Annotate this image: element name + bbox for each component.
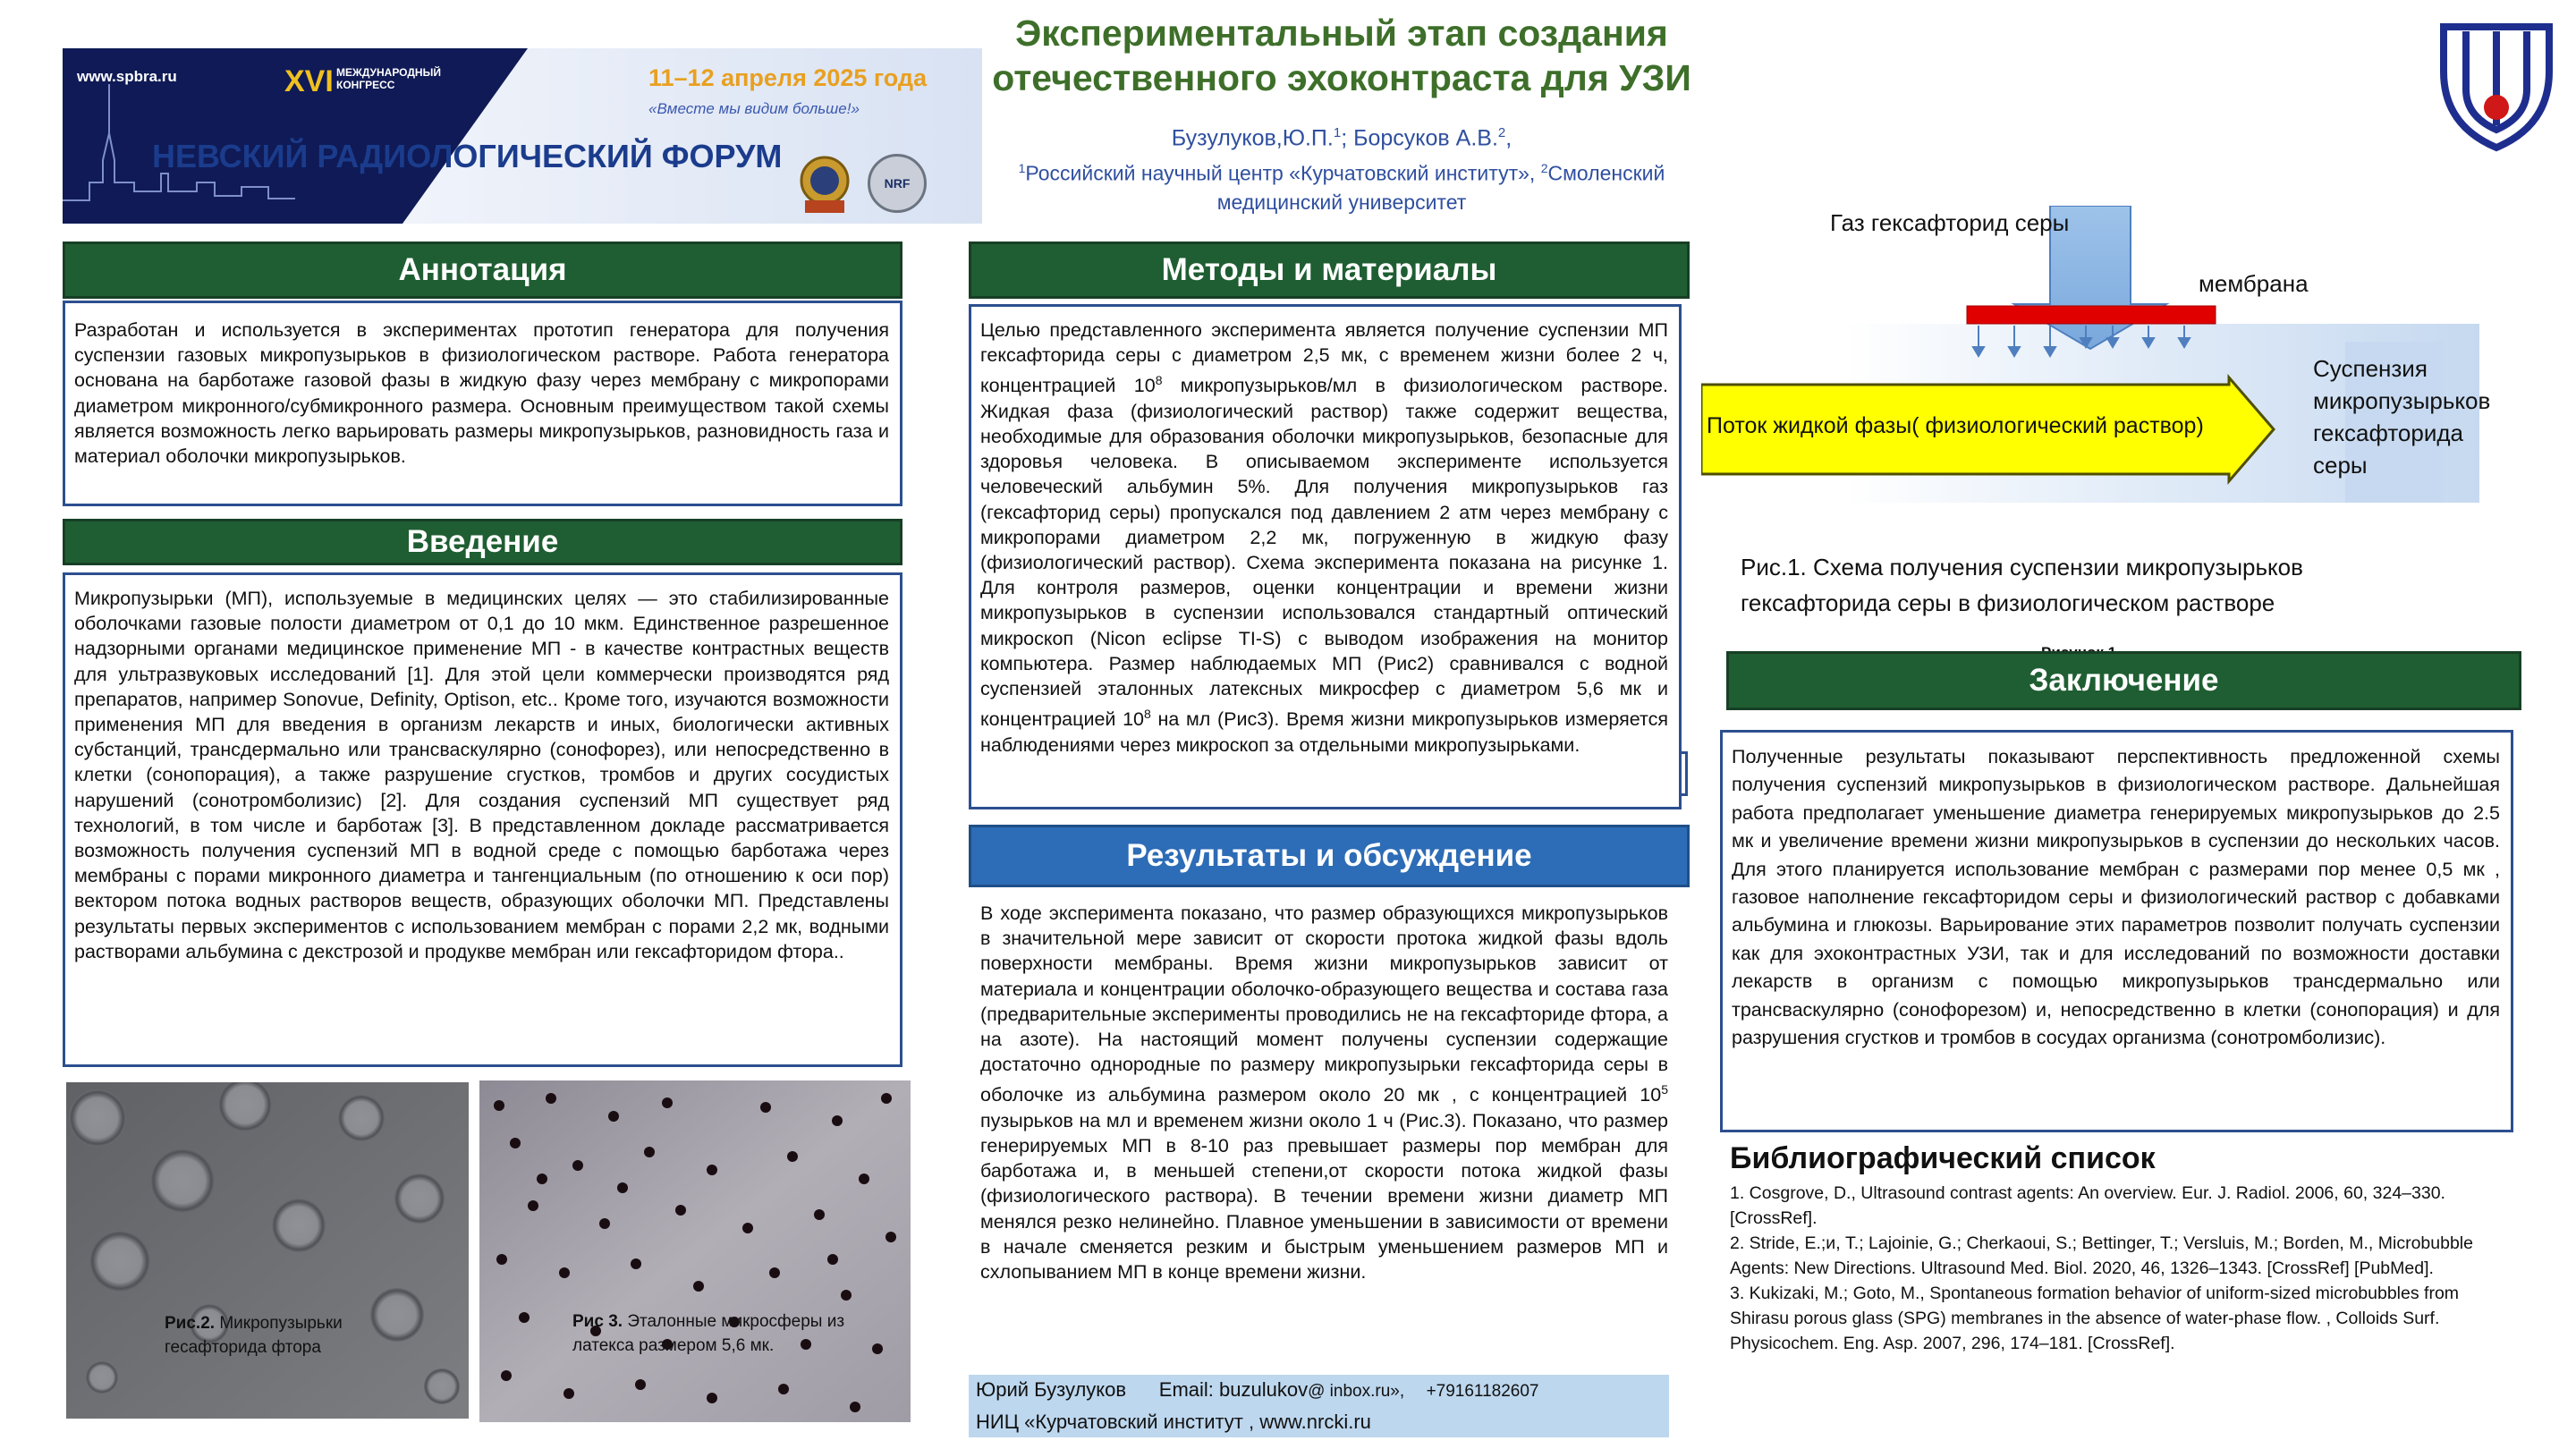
section-annotation-header: Аннотация xyxy=(63,242,902,299)
author-2: ; Борсуков А.В. xyxy=(1341,125,1498,151)
figure1-caption-line-2: гексафторида серы в физиологическом растворе xyxy=(1741,589,2275,616)
results-text-part-1: В ходе эксперимента показано, что размер образующихся микропузырьков в значительной мере зависит от скорости протока жидкой фазы вдоль поверхности мембраны. Время жизни микропузырьков зависит от материала и концентрации оболочко-образующего вещества и состава газа (предварительные эксперименты проводились не на гексафториде фтора, а на азоте). На настоящий момент получены суспензии содержащие достаточно однородные по размеру микропузырьки гексафторида серы в оболочке из альбумина размером около 20 мк , с концентрацией 10 xyxy=(980,902,1668,1106)
bibliography-item: 3. Kukizaki, M.; Goto, M., Spontaneous formation behavior of uniform-sized microbubbles from Shirasu porous glass (SPG) membranes in the absence of water-phase flow. , Colloids Surf. Physicochem. Eng. Asp. 2007, 296, 174–181. [CrossRef]. xyxy=(1730,1284,2460,1353)
methods-text-part-3: на мл (Рис3). Время жизни микропузырьков измеряется наблюдениями через микроскоп за отдельными микропузырьками. xyxy=(980,708,1668,756)
intro-box xyxy=(63,572,902,1067)
forum-emblem-icon xyxy=(798,154,852,216)
contact-phone: +79161182607 xyxy=(1426,1382,1539,1401)
results-sup: 5 xyxy=(1661,1082,1668,1097)
results-text xyxy=(980,901,1668,1284)
contacts-line-1 xyxy=(976,1375,1662,1407)
figure1-caption-line-1: Рис.1. Схема получения суспензии микропузырьков xyxy=(1741,554,2303,580)
contact-name: Юрий Бузулуков xyxy=(976,1378,1127,1401)
aff-2b: медицинский университет xyxy=(1216,190,1467,214)
conclusion-box xyxy=(1720,730,2513,1132)
suspension-label: Суспензия микропузырьков гексафторида серы xyxy=(2313,355,2491,479)
fig2-caption-label: Рис.2. xyxy=(165,1314,216,1333)
fig2-microbubbles-photo xyxy=(66,1082,469,1419)
conclusion-text: Полученные результаты показывают перспективность предложенной схемы получения суспензий микропузырьков в физиологическом растворе. Дальнейшая работа предполагает уменьшение диаметра генерируемых микропузырьков до 2.5 мк и увеличение времени жизни микропузырьков в суспензии до нескольких часов. Для этого планируется использование мембран с размерами пор менее 0,5 мк , газовое наполнение гексафторидом серы и физиологический раствор с добавками альбумина и глюкозы. Варьирование этих параметров позволит получать суспензии как для эхоконтрастных УЗИ, так и для исследований по возможности доставки лекарств в организм с помощью микропузырьков трансдермально или трансваскулярно (сонофорезом) и, непосредственно в клетки (сонопорация) и для разрушения сгустков и тромбов в сосудах организма (сонотромболизис). xyxy=(1732,746,2500,1049)
author-1: Бузулуков,Ю.П. xyxy=(1171,125,1334,151)
contacts-box xyxy=(969,1375,1669,1437)
fig3-caption-text: Эталонные микросферы из латекса размером 5,6 мк. xyxy=(572,1312,845,1355)
results-box xyxy=(969,889,1682,1352)
fig3-caption xyxy=(572,1309,868,1358)
results-text-part-2: пузырьков на мл и временем жизни около 1 ч (Рис.3). Показано, что размер генерируемых МП в 8-10 раз превышает размеры пор мембран для барботажа и, в меньшей степени,от скорости потока жидкой фазы (физиологического раствора). В течении времени жизни диаметр МП менялся резко нелинейно. Плавное уменьшении в зависимости от времени в начале сменяется резким и быстрым уменьшением размеров МП и схлопыванием МП в конце времени жизни. xyxy=(980,1109,1668,1283)
intro-text: Микропузырьки (МП), используемые в медицинских целях — это стабилизированные оболочками газовые полости диаметром от 0,1 до 10 мкм. Единственное разрешенное надзорными органами медицинское применение МП - в качестве контрастных веществ для ультразвуковых исследований [1]. Для этой цели коммерчески производятся ряд препаратов, например Sonovue, Definity, Optison, etc.. Кроме того, изучаются возможности применения МП для введения в организм лекарств и иных, биологически активных субстанций, трансдермально или трансваскулярно (сонофорез), или непосредственно в клетки (сонопорация), а также разрушение сгустков, тромбов и других сосудистых нарушений (сонотромболизис) [2]. Для создания суспензий МП существует ряд технологий, в том числе и барботаж [3]. В представленном докладе рассматривается возможность получения суспензий МП в водной среде с помощью барботажа через мембраны с порами микронного диаметра и тангенциальным (по отношению к оси пор) вектором потока водных растворов веществ, образующих оболочки МП. Представлены результаты первых экспериментов с использованием мембран с порами 2,2 мк, водными растворами альбумина с декстрозой и продукве мембран или гексафторидом фтора.. xyxy=(74,588,889,962)
methods-sup-2: 8 xyxy=(1144,707,1151,722)
aff-1-sup: 1 xyxy=(1018,161,1026,175)
fig2-caption xyxy=(165,1311,397,1360)
bibliography-heading: Библиографический список xyxy=(1730,1141,2156,1175)
banner-slogan: «Вместе мы видим больше!» xyxy=(648,100,860,117)
contact-email-domain: @ inbox.ru», xyxy=(1308,1382,1405,1401)
banner-edition-sub: МЕЖДУНАРОДНЫЙ КОНГРЕСС xyxy=(336,66,441,91)
authors xyxy=(984,119,1699,152)
gas-label: Газ гексафторид серы xyxy=(1830,209,2070,236)
annotation-text: Разработан и используется в экспериментах прототип генератора для получения суспензии газовых микропузырьков в физиологическом растворе. Работа генератора основана на барботаже газовой фазы в жидкую фазу через мембрану с микропорами диаметром микронного/субмикронного размера. Основным преимуществом такой схемы является возможность легко варьировать размеры микропузырьков, разновидность газа и материал оболочки микропузырьков. xyxy=(74,319,889,468)
methods-sup-1: 8 xyxy=(1155,373,1163,388)
kurchatov-institute-logo-icon xyxy=(2435,18,2558,152)
fig3-latex-spheres-image xyxy=(479,1080,911,1422)
methods-box-edge xyxy=(1679,751,1688,796)
contacts-line-2: НИЦ «Курчатовский институт , www.nrcki.ru xyxy=(976,1411,1371,1433)
section-conclusion-header: Заключение xyxy=(1726,651,2521,710)
affiliations xyxy=(984,154,1699,216)
aff-2a: Смоленский xyxy=(1547,161,1665,185)
fig2-microbubbles-image xyxy=(66,1082,469,1419)
bibliography-list xyxy=(1730,1181,2499,1356)
banner-edition: XVI xyxy=(284,64,334,98)
methods-box xyxy=(969,304,1682,809)
bibliography-item: 1. Cosgrove, D., Ultrasound contrast agents: An overview. Eur. J. Radiol. 2006, 60, 324–330. [CrossRef]. xyxy=(1730,1183,2445,1228)
aff-1: Российский научный центр «Курчатовский институт», xyxy=(1025,161,1541,185)
annotation-box xyxy=(63,301,902,506)
flow-label: Поток жидкой фазы( физиологический раствор) xyxy=(1707,413,2204,438)
figure1-diagram xyxy=(1701,206,2569,510)
bibliography-item: 2. Stride, E.;и, T.; Lajoinie, G.; Cherkaoui, S.; Bettinger, T.; Versluis, M.; Borden, M., Microbubble Agents: New Directions. Ultrasound Med. Biol. 2020, 46, 1326–1343. [CrossRef] [PubMed]. xyxy=(1730,1233,2473,1278)
membrane-label: мембрана xyxy=(2199,270,2309,297)
nrf-badge xyxy=(868,154,927,213)
fig3-caption-label: Рис 3. xyxy=(572,1312,623,1331)
authors-end: , xyxy=(1505,125,1513,151)
section-methods-header: Методы и материалы xyxy=(969,242,1690,299)
title-line-1: Экспериментальный этап создания xyxy=(1015,13,1668,54)
section-intro-header: Введение xyxy=(63,519,902,565)
fig2-caption-text: Микропузырьки гесафторида фтора xyxy=(165,1314,343,1357)
figure1-caption xyxy=(1741,549,2303,621)
banner-forum-name: НЕВСКИЙ РАДИОЛОГИЧЕСКИЙ ФОРУМ xyxy=(152,138,783,174)
methods-text-part-1: Целью представленного эксперимента является получение суспензии МП гексафторида серы с диаметром 2,5 мк, с временем жизни более 2 ч, концентрацией 10 xyxy=(980,319,1668,397)
nrf-badge-label: NRF xyxy=(884,176,911,191)
forum-banner xyxy=(63,48,982,224)
methods-text-part-2: микропузырьков/мл в физиологическом растворе. Жидкая фаза (физиологический раствор) также содержит вещества, необходимые для образования оболочки микропузырьков, безопасные для здоровья человека. В описываемом эксперименте используется человеческий альбумин 5%. Для получения микропузырьков газ (гексафторид серы) пропускался под давлением 2 атм через мембрану с микропорами диаметром 2,2 мк, погруженную в жидкую фазу (физиологический раствор). Схема эксперимента показана на рисунке 1. Для контроля размеров, оценки концентрации и времени жизни микропузырьков в суспензии использовался стандартный оптический микроскоп (Nicon eclipse TI-S) с выводом изображения на монитор компьютера. Размер наблюдаемых МП (Рис2) сравнивался с водной суспензией эталонных латексных микросфер с диаметром 5,6 мк и концентрацией 10 xyxy=(980,375,1668,731)
contact-email-label: Email: buzulukov xyxy=(1158,1378,1309,1401)
fig3-latex-spheres-photo xyxy=(479,1080,911,1422)
poster-title xyxy=(984,11,1699,100)
banner-site: www.spbra.ru xyxy=(77,68,177,85)
section-results-header: Результаты и обсуждение xyxy=(969,825,1690,887)
banner-dates: 11–12 апреля 2025 года xyxy=(648,64,928,91)
title-line-2: отечественного эхоконтраста для УЗИ xyxy=(992,57,1691,98)
author-1-sup: 1 xyxy=(1333,125,1342,140)
author-2-sup: 2 xyxy=(1497,125,1506,140)
aff-2-sup: 2 xyxy=(1540,161,1548,175)
methods-text xyxy=(980,318,1668,758)
